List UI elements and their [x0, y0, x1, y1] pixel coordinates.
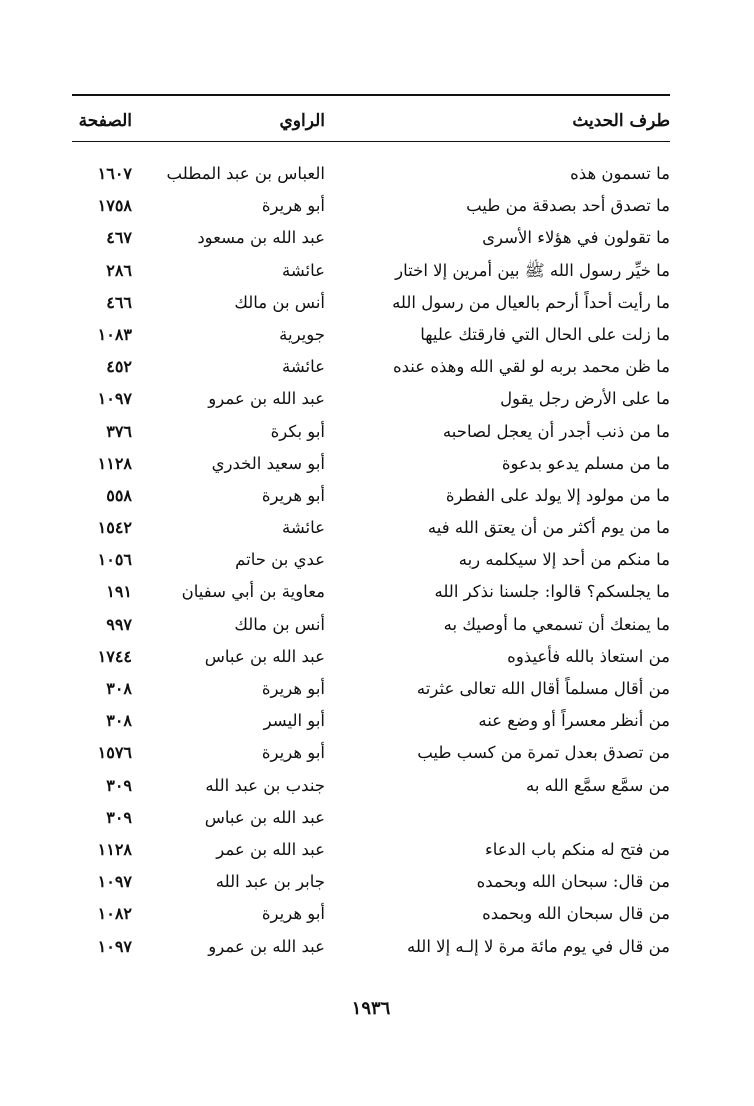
page-ref: ١٠٩٧ [97, 872, 132, 892]
page-ref: ١٥٧٦ [97, 743, 132, 763]
narrator-name: أبو هريرة [261, 485, 325, 505]
page-number: ١٩٣٦ [351, 998, 391, 1019]
index-row [72, 705, 670, 737]
index-row [72, 480, 670, 512]
narrator-name: العباس بن عبد المطلب [166, 164, 325, 183]
narrator-name: أبو هريرة [261, 196, 325, 216]
index-rows [72, 158, 670, 963]
index-row [72, 576, 670, 608]
page-ref: ١٠٩٧ [97, 389, 132, 409]
table-header [72, 98, 670, 138]
page-ref: ٣٠٨ [106, 679, 132, 698]
narrator-name: أبو بكرة [270, 421, 325, 441]
hadith-text: من أنظر معسراً أو وضع عنه [478, 711, 670, 731]
page-ref: ١٠٨٣ [97, 324, 132, 344]
narrator-name: أبو سعيد الخدري [211, 453, 325, 473]
index-row [72, 737, 670, 769]
index-row [72, 770, 670, 802]
index-row [72, 190, 670, 222]
page-ref: ١١٢٨ [97, 453, 132, 473]
hadith-text: من أقال مسلماً أقال الله تعالى عثرته [416, 679, 670, 698]
hadith-text: من فتح له منكم باب الدعاء [485, 839, 670, 859]
hadith-text: ما من يوم أكثر من أن يعتق الله فيه [427, 518, 670, 538]
narrator-name: عبد الله بن عمرو [208, 936, 325, 956]
hadith-text: من تصدق بعدل تمرة من كسب طيب [417, 743, 670, 763]
narrator-name: أبو هريرة [261, 904, 325, 924]
page-ref: ١٠٨٢ [97, 904, 132, 924]
hadith-text: ما على الأرض رجل يقول [500, 389, 670, 409]
page-ref: ٥٥٨ [106, 485, 132, 505]
hadith-text: ما منكم من أحد إلا سيكلمه ربه [458, 550, 670, 570]
index-row [72, 898, 670, 930]
hadith-text: ما تسمون هذه [570, 164, 670, 183]
narrator-name: جندب بن عبد الله [205, 775, 325, 795]
header-narrator: الراوي [279, 111, 325, 131]
page-ref: ١٠٥٦ [97, 550, 132, 570]
index-row [72, 351, 670, 383]
top-rule [72, 94, 670, 96]
narrator-name: عبد الله بن عباس [204, 807, 325, 827]
hadith-text: ما يجلسكم؟ قالوا: جلسنا نذكر الله [434, 582, 670, 602]
hadith-text: من سمَّع سمَّع الله به [525, 775, 670, 795]
page-ref: ٣٧٦ [106, 421, 132, 441]
page-ref: ١٩١ [106, 582, 132, 602]
hadith-text: ما من ذنب أجدر أن يعجل لصاحبه [442, 421, 670, 441]
narrator-name: عبد الله بن عمرو [208, 389, 325, 409]
index-row [72, 673, 670, 705]
hadith-text: من استعاذ بالله فأعيذوه [507, 646, 670, 666]
narrator-name: عبد الله بن عمر [216, 839, 325, 859]
page-ref: ٩٩٧ [106, 614, 132, 634]
narrator-name: عبد الله بن مسعود [197, 228, 325, 248]
page-ref: ١٠٩٧ [97, 936, 132, 956]
page-ref: ١٥٤٢ [97, 518, 132, 538]
hadith-text: ما رأيت أحداً أرحم بالعيال من رسول الله [392, 292, 670, 312]
index-row [72, 802, 670, 834]
page-ref: ٤٥٢ [106, 357, 132, 377]
narrator-name: أبو هريرة [261, 679, 325, 698]
page-ref: ٣٠٩ [106, 807, 132, 827]
narrator-name: جويرية [279, 324, 325, 344]
header-page: الصفحة [78, 111, 132, 131]
index-row [72, 222, 670, 254]
index-row [72, 255, 670, 287]
hadith-text: من قال في يوم مائة مرة لا إلـه إلا الله [407, 936, 670, 956]
narrator-name: أبو اليسر [263, 711, 325, 731]
narrator-name: عائشة [281, 357, 325, 377]
header-rule [72, 141, 670, 142]
hadith-text: ما خيِّر رسول الله ﷺ بين أمرين إلا اختار [395, 260, 670, 280]
narrator-name: معاوية بن أبي سفيان [181, 582, 325, 602]
index-row [72, 383, 670, 415]
page-ref: ١٦٠٧ [97, 164, 132, 183]
page-ref: ٣٠٨ [106, 711, 132, 731]
hadith-text: من قال سبحان الله وبحمده [482, 904, 670, 924]
hadith-text: ما تصدق أحد بصدقة من طيب [466, 196, 670, 216]
hadith-text: ما ظن محمد بربه لو لقي الله وهذه عنده [392, 357, 670, 377]
page-ref: ٢٨٦ [106, 260, 132, 280]
index-row [72, 448, 670, 480]
index-row [72, 287, 670, 319]
page-ref: ١١٢٨ [97, 839, 132, 859]
hadith-text: ما من مولود إلا يولد على الفطرة [445, 485, 670, 505]
page-ref: ٤٦٦ [106, 292, 132, 312]
index-row [72, 866, 670, 898]
page-ref: ٤٦٧ [106, 228, 132, 248]
narrator-name: جابر بن عبد الله [215, 872, 325, 892]
narrator-name: أنس بن مالك [234, 292, 325, 312]
narrator-name: عائشة [281, 518, 325, 538]
page-ref: ١٧٤٤ [97, 646, 132, 666]
index-row [72, 416, 670, 448]
index-row [72, 834, 670, 866]
hadith-text: ما زلت على الحال التي فارقتك عليها [420, 324, 670, 344]
index-row [72, 319, 670, 351]
index-page [72, 90, 670, 1019]
page-ref: ٣٠٩ [106, 775, 132, 795]
narrator-name: عبد الله بن عباس [204, 646, 325, 666]
narrator-name: عدي بن حاتم [235, 550, 325, 570]
narrator-name: أنس بن مالك [234, 614, 325, 634]
hadith-text: ما من مسلم يدعو بدعوة [501, 453, 670, 473]
narrator-name: أبو هريرة [261, 743, 325, 763]
index-row [72, 609, 670, 641]
header-hadith: طرف الحديث [572, 111, 670, 131]
hadith-text: من قال: سبحان الله وبحمده [476, 872, 670, 892]
index-row [72, 641, 670, 673]
page-ref: ١٧٥٨ [97, 196, 132, 216]
hadith-text: ما تقولون في هؤلاء الأسرى [482, 228, 670, 248]
hadith-text: ما يمنعك أن تسمعي ما أوصيك به [443, 614, 670, 634]
index-row [72, 544, 670, 576]
narrator-name: عائشة [281, 260, 325, 280]
index-row [72, 158, 670, 190]
index-row [72, 931, 670, 963]
index-row [72, 512, 670, 544]
